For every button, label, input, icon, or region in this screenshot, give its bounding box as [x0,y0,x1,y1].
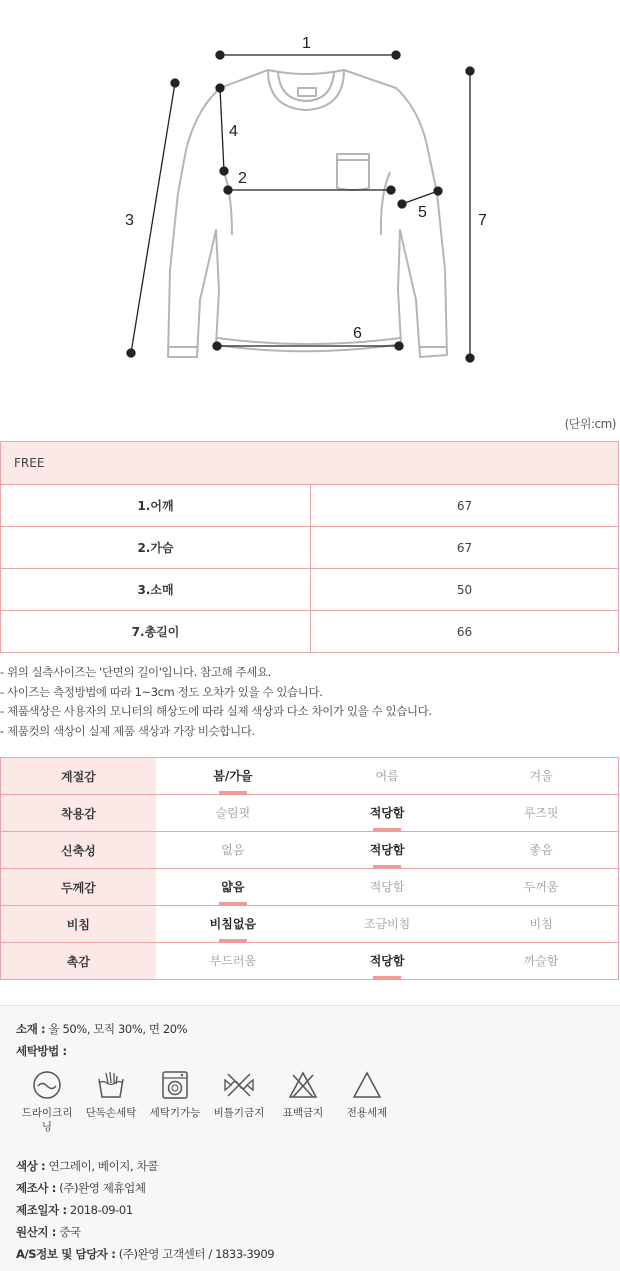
feel-option [310,758,464,795]
table-row [1,795,619,832]
detail-line-manufacturer [16,1180,146,1196]
detail-label: 색상 : [16,1159,46,1173]
feel-option-label: 조금비침 [363,916,411,931]
measure-label-6: 6 [353,325,362,342]
size-row-value: 66 [311,611,619,653]
feel-option-label: 적당함 [370,952,405,971]
material-label: 소재 : [16,1022,46,1036]
note-line: - 제품색상은 사용자의 모니터의 해상도에 따라 실제 색상과 다소 차이가 있을 수 있습니다. [0,704,432,718]
size-notes [0,663,432,741]
feel-row-label: 비침 [1,906,156,943]
measure-label-1: 1 [302,35,311,52]
table-row [1,611,619,653]
feel-row-label: 두께감 [1,869,156,906]
detergent-icon [352,1070,382,1100]
washing-machine-icon [160,1070,190,1100]
feel-option-label: 적당함 [370,841,405,860]
measure-label-3: 3 [125,212,134,229]
table-row [1,869,619,906]
size-table-header-row [1,442,619,485]
product-info-panel [0,1005,620,1271]
unit-label: (단위:cm) [564,417,616,431]
feel-option [310,906,464,943]
detail-value: 2018-09-01 [69,1203,133,1217]
feel-option-label: 겨울 [529,768,553,783]
feel-option [310,869,464,906]
care-item-dry-cleaning [17,1070,77,1134]
table-row [1,906,619,943]
feel-option [156,832,310,869]
feel-option-label: 봄/가을 [213,767,252,786]
feel-option-selected [156,906,310,943]
table-row [1,758,619,795]
measure-label-7: 7 [478,212,487,229]
care-item-no-bleach [273,1070,333,1120]
size-row-label: 3.소매 [1,569,311,611]
measure-label-5: 5 [418,204,427,221]
size-table [0,441,619,653]
feel-option-label: 비침없음 [210,915,256,934]
note-line: - 사이즈는 측정방법에 따라 1~3cm 정도 오차가 있을 수 있습니다. [0,684,323,699]
table-row [1,832,619,869]
detail-line-as-info [16,1246,274,1262]
feel-option [464,943,618,980]
care-label: 비틀기금지 [213,1107,265,1119]
size-row-label: 7.총길이 [1,611,311,653]
detail-label: 원산지 : [16,1225,56,1239]
wash-title-line [16,1043,67,1059]
feel-option-label: 적당함 [370,804,405,823]
feel-option-label: 얇음 [221,878,244,897]
feel-option-label: 적당함 [369,879,405,894]
feel-option-label: 없음 [221,842,245,857]
table-row [1,485,619,527]
no-wringing-icon [223,1070,255,1100]
care-label: 세탁기가능 [149,1107,201,1119]
detail-value: (주)완영 고객센터 / 1833-3909 [118,1247,275,1261]
feel-option [464,869,618,906]
detail-label: 제조일자 : [16,1203,67,1217]
measure-line-5 [402,191,438,204]
detail-value: (주)완영 제휴업체 [59,1181,146,1195]
feel-row-label: 신축성 [1,832,156,869]
feel-option-selected [156,758,310,795]
size-row-value: 67 [311,527,619,569]
care-item-washing-machine [145,1070,205,1120]
detail-line-date [16,1202,133,1218]
feel-option-selected [156,869,310,906]
note-line: - 제품컷의 색상이 실제 제품 색상과 가장 비슷합니다. [0,723,255,738]
feel-option [464,758,618,795]
feel-option [156,795,310,832]
measure-label-4: 4 [229,123,238,140]
material-value: 울 50%, 모직 30%, 면 20% [48,1022,188,1036]
no-bleach-icon [288,1070,318,1100]
note-line: - 위의 실측사이즈는 '단면의 길이'입니다. 참고해 주세요. [0,665,271,679]
care-item-detergent [337,1070,397,1120]
feel-option-label: 비침 [529,916,553,931]
measure-line-4 [220,88,224,171]
size-diagram [0,0,620,400]
care-label: 단독손세탁 [85,1107,137,1119]
measure-label-2: 2 [238,170,247,187]
care-label: 표백금지 [282,1107,324,1119]
feel-option [464,906,618,943]
feel-option-selected [310,832,464,869]
size-row-value: 67 [311,485,619,527]
care-label: 드라이크리닝 [21,1107,73,1133]
feel-option [156,943,310,980]
feel-row-label: 착용감 [1,795,156,832]
feel-option-label: 두꺼움 [523,879,559,894]
feel-row-label: 계절감 [1,758,156,795]
size-row-value: 50 [311,569,619,611]
detail-line-origin [16,1224,81,1240]
feel-option-selected [310,795,464,832]
care-item-no-wringing [209,1070,269,1120]
care-label: 전용세제 [346,1107,388,1119]
detail-value: 중국 [59,1225,81,1239]
detail-label: 제조사 : [16,1181,56,1195]
wash-title: 세탁방법 : [16,1044,67,1058]
detail-value: 연그레이, 베이지, 차콜 [48,1159,158,1173]
feel-option-label: 부드러움 [209,953,257,968]
size-row-label: 1.어깨 [1,485,311,527]
size-row-label: 2.가슴 [1,527,311,569]
feel-option-label: 여름 [375,768,399,783]
feel-option-selected [310,943,464,980]
feel-option-label: 좋음 [529,842,553,857]
table-row [1,569,619,611]
table-row [1,943,619,980]
feel-option [464,795,618,832]
table-row [1,527,619,569]
feel-option-label: 까슬함 [523,953,559,968]
care-item-hand-wash [81,1070,141,1120]
detail-line-color [16,1158,158,1174]
feel-option [464,832,618,869]
detail-label: A/S정보 및 담당자 : [16,1247,116,1261]
feel-row-label: 촉감 [1,943,156,980]
fit-feel-table [0,757,619,980]
shirt-label [298,88,316,96]
hand-wash-icon [96,1070,126,1100]
material-line [16,1021,187,1037]
size-header: FREE [1,442,619,485]
shirt-outline [168,70,447,357]
feel-option-label: 슬림핏 [215,805,251,820]
dry-cleaning-icon [32,1070,62,1100]
feel-option-label: 루즈핏 [523,805,559,820]
